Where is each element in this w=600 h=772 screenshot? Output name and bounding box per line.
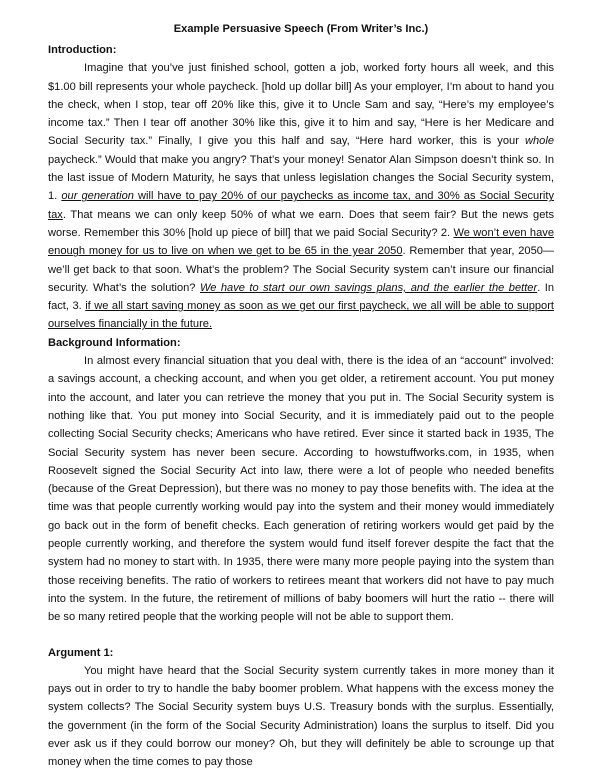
introduction-heading: Introduction: [48,44,117,56]
intro-text-3: . That means we can only keep 50% of what we earn. Does that seem fair? But the news gets worse. Remember this 30% [hold up piece of bill] that we paid Social Security? 2. [48,208,554,239]
intro-italic-whole: whole [525,135,554,148]
intro-underline-3: We have to start our own savings plans, and the earlier the better [199,281,538,294]
intro-underline-2: We won’t even have enough money for us to live on when we get to be 65 in the year 2050 [48,226,554,258]
introduction-paragraph [48,59,554,333]
argument1-paragraph: You might have heard that the Social Security system currently takes in more money than it pays out in order to try to handle the baby boomer problem. What happens with the excess money the system collects? The Social Security system buys U.S. Treasury bonds with the surplus. Essentially, the government (in the form of the Social Security Administration) loans the surplus to itself. Did you ever ask us if they could borrow our money? Oh, but they will definitely be able to scrounge up that money when the time comes to pay those [48,664,554,769]
argument1-heading: Argument 1: [48,646,114,659]
intro-underline-1a: our generation [61,190,134,203]
section-gap [48,627,554,644]
background-paragraph: In almost every financial situation that you deal with, there is the idea of an “account” involved: a savings account, a checking account, and when you get older, a retirement account. You put money into the account, and later you can retrieve the money that you put in. The Social Security system is nothing like that. You put money into Social Security, and it is immediately paid out to the people collecting Social Security checks; Americans who have retired. Ever since it started back in 1935, The Social Security system has never been secure. According to howstuffworks.com, in 1935, when Roosevelt signed the Social Security Act into law, there were a lot of people who needed benefits (because of the Great Depression), but there was no money to pay those benefits with. The idea at the time was that people currently working would pay into the system and their money would immediately go back out in the form of benefit checks. Each generation of retiring workers would get paid by the people currently working, and therefore the system would fund itself forever despite the fact that the system had no money to start with. In 1935, there were many more people paying into the system than those receiving benefits. The ratio of workers to retirees meant that workers did not have to pay much into the system. In the future, the retirement of millions of baby boomers will hurt the ratio -- there will be so many retired people that the working people will not be able to support them. [48,355,554,624]
intro-underline-1b: will have to pay 20% of our paychecks as income tax, and 30% as Social Security tax [48,190,555,221]
intro-underline-4: if we all start saving money as soon as we get our first paycheck, we all will be able to support ourselves financially in the future. [48,300,554,331]
intro-text-1: Imagine that you’ve just finished school, gotten a job, worked forty hours all week, and this $1.00 bill represents your whole paycheck. [hold up dollar bill] As your employer, I’m about to hand you the check, when I stop, tear off 20% like this, give it to Uncle Sam and say, “Here’s my employee’s income tax.” Then I tear off another 30% like this, give it to him and say, “Here is her Medicare and Social Security tax.” Finally, I give you this half and say, “Here hard worker, this is your [48,62,554,148]
document-title: Example Persuasive Speech (From Writer’s Inc.) [173,23,429,35]
background-heading: Background Information: [48,336,181,349]
intro-text-2: paycheck.” Would that make you angry? That’s your money! Senator Alan Simpson doesn’t think so. In the last issue of Modern Maturity, he says that unless legislation changes the Social Security system, 1. [48,153,554,203]
intro-text-4: . Remember that year, 2050—we’ll get back to that soon. What’s the problem? The Social Security system can’t insure our financial security. What’s the solution? [48,245,555,294]
intro-text-5: . In fact, 3. [48,281,555,313]
